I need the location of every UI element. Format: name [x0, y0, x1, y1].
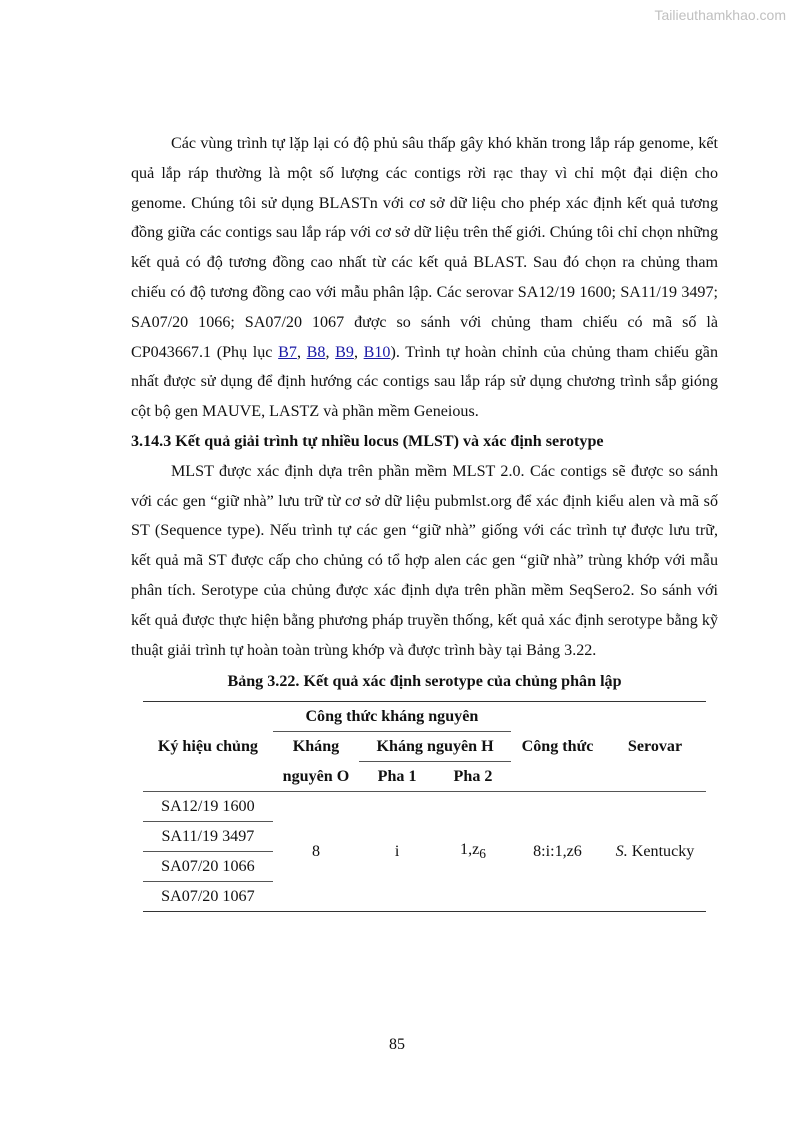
appendix-link-b10[interactable]: B10: [363, 343, 391, 361]
paragraph-assembly: Các vùng trình tự lặp lại có độ phủ sâu thấp gây khó khăn trong lắp ráp genome, kết quả lắp ráp thường là một số lượng các contigs rời rạc thay vì chỉ một đại diện cho genome. Chúng tôi sử dụng BLASTn với cơ sở dữ liệu cho phép xác định kết quả tương đồng giữa các contigs sau lắp ráp với cơ sở dữ liệu trên thế giới. Chúng tôi chỉ chọn những kết quả có độ tương đồng cao nhất từ các kết quả BLAST. Sau đó chọn ra chủng tham chiếu có độ tương đồng cao với mẫu phân lập. Các serovar SA12/19 1600; SA11/19 3497; SA07/20 1066; SA07/20 1067 được so sánh với chủng tham chiếu có mã số là CP043667.1 (Phụ lục B7, B8, B9, B10). Trình tự hoàn chỉnh của chủng tham chiếu gần nhất được sử dụng để định hướng các contigs sau lắp ráp sử dụng chương trình sắp gióng cột bộ gen MAUVE, LASTZ và phần mềm Geneious.: [131, 135, 719, 421]
table-row: [143, 792, 706, 822]
header-antigen-formula: Công thức kháng nguyên: [273, 702, 511, 732]
strain-cell: SA07/20 1067: [143, 882, 273, 912]
phase1-cell: i: [359, 792, 435, 912]
header-o-antigen-line1: Kháng: [292, 738, 340, 756]
header-phase2: Pha 2: [435, 762, 511, 792]
header-serovar: Serovar: [604, 702, 706, 792]
serovar-cell: S. Kentucky: [604, 792, 706, 912]
header-phase1: Pha 1: [359, 762, 435, 792]
header-strain: Ký hiệu chủng: [143, 702, 273, 792]
header-h-antigen: Kháng nguyên H: [359, 732, 511, 762]
formula-cell: 8:i:1,z6: [511, 792, 604, 912]
appendix-link-b9[interactable]: B9: [335, 343, 354, 361]
serotype-table: [143, 701, 706, 912]
strain-cell: SA11/19 3497: [143, 822, 273, 852]
header-formula: Công thức: [511, 702, 604, 792]
page-number: 85: [389, 1036, 405, 1053]
strain-cell: SA12/19 1600: [143, 792, 273, 822]
appendix-link-b7[interactable]: B7: [278, 343, 297, 361]
strain-cell: SA07/20 1066: [143, 852, 273, 882]
section-heading: 3.14.3 Kết quả giải trình tự nhiều locus (MLST) và xác định serotype: [131, 432, 604, 450]
paragraph-mlst: MLST được xác định dựa trên phần mềm MLST 2.0. Các contigs sẽ được so sánh với các gen “giữ nhà” lưu trữ từ cơ sở dữ liệu pubmlst.org để xác định kiểu alen và mã số ST (Sequence type). Nếu trình tự các gen “giữ nhà” giống với các trình tự được lưu trữ, kết quả mã ST được cấp cho chủng có tổ hợp alen các gen “giữ nhà” trùng khớp với mẫu phân tích. Serotype của chủng được xác định dựa trên phần mềm SeqSero2. So sánh với kết quả được thực hiện bằng phương pháp truyền thống, kết quả xác định serotype bằng kỹ thuật giải trình tự hoàn toàn trùng khớp và được trình bày tại Bảng 3.22.: [131, 462, 718, 659]
header-o-antigen-line2: nguyên O: [273, 762, 359, 792]
watermark: Tailieuthamkhao.com: [654, 7, 786, 23]
document-body: [131, 129, 718, 912]
table-caption: Bảng 3.22. Kết quả xác định serotype của chủng phân lập: [227, 673, 622, 691]
appendix-link-b8[interactable]: B8: [306, 343, 326, 361]
phase2-cell: $1,z_6$: [435, 792, 511, 912]
o-antigen-cell: 8: [273, 792, 359, 912]
